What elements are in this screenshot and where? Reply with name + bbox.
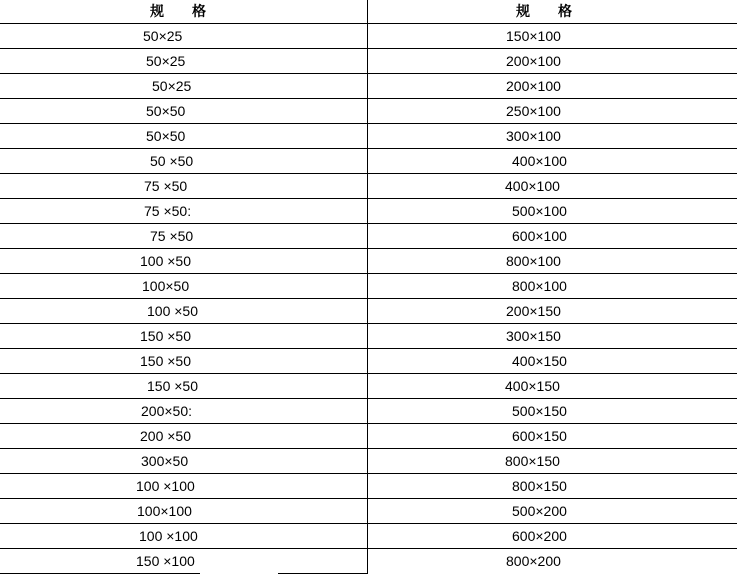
spec-cell-right <box>368 74 737 98</box>
spec-value: 300×100 <box>506 128 561 144</box>
table-row <box>0 299 737 324</box>
spec-cell-right <box>368 24 737 48</box>
table-row <box>0 324 737 349</box>
spec-value: 250×100 <box>506 103 561 119</box>
spec-cell-right <box>368 474 737 498</box>
spec-cell-right <box>368 374 737 398</box>
header-cell-left <box>0 0 368 23</box>
spec-cell-right <box>368 549 737 573</box>
spec-value: 300×150 <box>506 328 561 344</box>
spec-value: 50×25 <box>143 28 183 44</box>
spec-cell-left <box>0 324 368 348</box>
spec-cell-left <box>0 549 368 573</box>
table-row <box>0 199 737 224</box>
spec-cell-left <box>0 99 368 123</box>
spec-cell-right <box>368 149 737 173</box>
spec-value: 500×100 <box>512 203 567 219</box>
spec-cell-left <box>0 449 368 473</box>
spec-cell-right <box>368 349 737 373</box>
table-row <box>0 449 737 474</box>
spec-cell-right <box>368 424 737 448</box>
table-row <box>0 499 737 524</box>
table-row <box>0 474 737 499</box>
spec-value: 800×200 <box>506 553 561 569</box>
spec-value: 75 ×50 <box>144 178 188 194</box>
spec-cell-left <box>0 474 368 498</box>
spec-cell-left <box>0 74 368 98</box>
spec-cell-left <box>0 149 368 173</box>
table-row <box>0 224 737 249</box>
spec-value: 50 ×50 <box>150 153 194 169</box>
spec-value: 100×50 <box>142 278 190 294</box>
table-row <box>0 249 737 274</box>
spec-value: 800×100 <box>506 253 561 269</box>
table-row <box>0 524 737 549</box>
spec-cell-right <box>368 399 737 423</box>
spec-cell-right <box>368 499 737 523</box>
spec-cell-left <box>0 349 368 373</box>
spec-cell-left <box>0 49 368 73</box>
spec-cell-right <box>368 249 737 273</box>
spec-value: 600×100 <box>512 228 567 244</box>
table-row <box>0 24 737 49</box>
table-row <box>0 549 737 573</box>
spec-cell-right <box>368 449 737 473</box>
table-row <box>0 74 737 99</box>
spec-cell-right <box>368 299 737 323</box>
spec-cell-left <box>0 299 368 323</box>
table-row <box>0 349 737 374</box>
spec-value: 200×100 <box>506 53 561 69</box>
spec-cell-right <box>368 49 737 73</box>
header-label-right: 规 格 <box>516 4 572 20</box>
spec-cell-right <box>368 524 737 548</box>
table-row <box>0 174 737 199</box>
table-row <box>0 49 737 74</box>
table-row <box>0 149 737 174</box>
spec-value: 50×50 <box>146 128 186 144</box>
table-row <box>0 424 737 449</box>
spec-cell-left <box>0 499 368 523</box>
spec-cell-left <box>0 399 368 423</box>
spec-cell-right <box>368 274 737 298</box>
spec-cell-left <box>0 274 368 298</box>
spec-value: 100 ×50 <box>140 253 191 269</box>
spec-cell-right <box>368 124 737 148</box>
spec-value: 75 ×50: <box>144 203 192 219</box>
spec-cell-right <box>368 199 737 223</box>
spec-value: 100 ×100 <box>139 528 198 544</box>
spec-value: 200×150 <box>506 303 561 319</box>
spec-cell-left <box>0 24 368 48</box>
spec-value: 150×100 <box>506 28 561 44</box>
header-label-left: 规 格 <box>150 4 206 20</box>
spec-value: 50×50 <box>146 103 186 119</box>
spec-cell-left <box>0 224 368 248</box>
spec-value: 200×50: <box>141 403 192 419</box>
spec-value: 50×25 <box>146 53 186 69</box>
spec-value: 800×150 <box>512 478 567 494</box>
spec-value: 600×200 <box>512 528 567 544</box>
spec-cell-left <box>0 374 368 398</box>
bottom-border-segment <box>0 573 200 574</box>
spec-value: 500×150 <box>512 403 567 419</box>
spec-value: 800×100 <box>512 278 567 294</box>
table-row <box>0 399 737 424</box>
header-cell-right <box>368 0 737 23</box>
table-row <box>0 124 737 149</box>
spec-value: 100 ×50 <box>147 303 198 319</box>
spec-cell-left <box>0 174 368 198</box>
spec-value: 200×100 <box>506 78 561 94</box>
table-row <box>0 99 737 124</box>
spec-value: 150 ×50 <box>140 353 191 369</box>
spec-value: 400×100 <box>505 178 560 194</box>
spec-cell-right <box>368 224 737 248</box>
spec-value: 50×25 <box>152 78 192 94</box>
spec-value: 150 ×50 <box>147 378 198 394</box>
spec-cell-right <box>368 99 737 123</box>
spec-value: 100×100 <box>137 503 192 519</box>
spec-cell-left <box>0 424 368 448</box>
spec-value: 200 ×50 <box>140 428 191 444</box>
table-row <box>0 374 737 399</box>
spec-cell-left <box>0 124 368 148</box>
table-row <box>0 274 737 299</box>
spec-value: 75 ×50 <box>150 228 194 244</box>
spec-value: 800×150 <box>505 453 560 469</box>
spec-cell-left <box>0 249 368 273</box>
spec-value: 100 ×100 <box>136 478 195 494</box>
spec-cell-right <box>368 324 737 348</box>
spec-cell-left <box>0 524 368 548</box>
spec-value: 600×150 <box>512 428 567 444</box>
spec-value: 300×50 <box>141 453 189 469</box>
spec-value: 500×200 <box>512 503 567 519</box>
spec-value: 150 ×50 <box>140 328 191 344</box>
spec-value: 400×150 <box>512 353 567 369</box>
table-header-row <box>0 0 737 24</box>
spec-value: 400×150 <box>505 378 560 394</box>
bottom-border-segment <box>278 573 368 574</box>
spec-cell-left <box>0 199 368 223</box>
spec-cell-right <box>368 174 737 198</box>
spec-value: 400×100 <box>512 153 567 169</box>
spec-value: 150 ×100 <box>136 553 195 569</box>
